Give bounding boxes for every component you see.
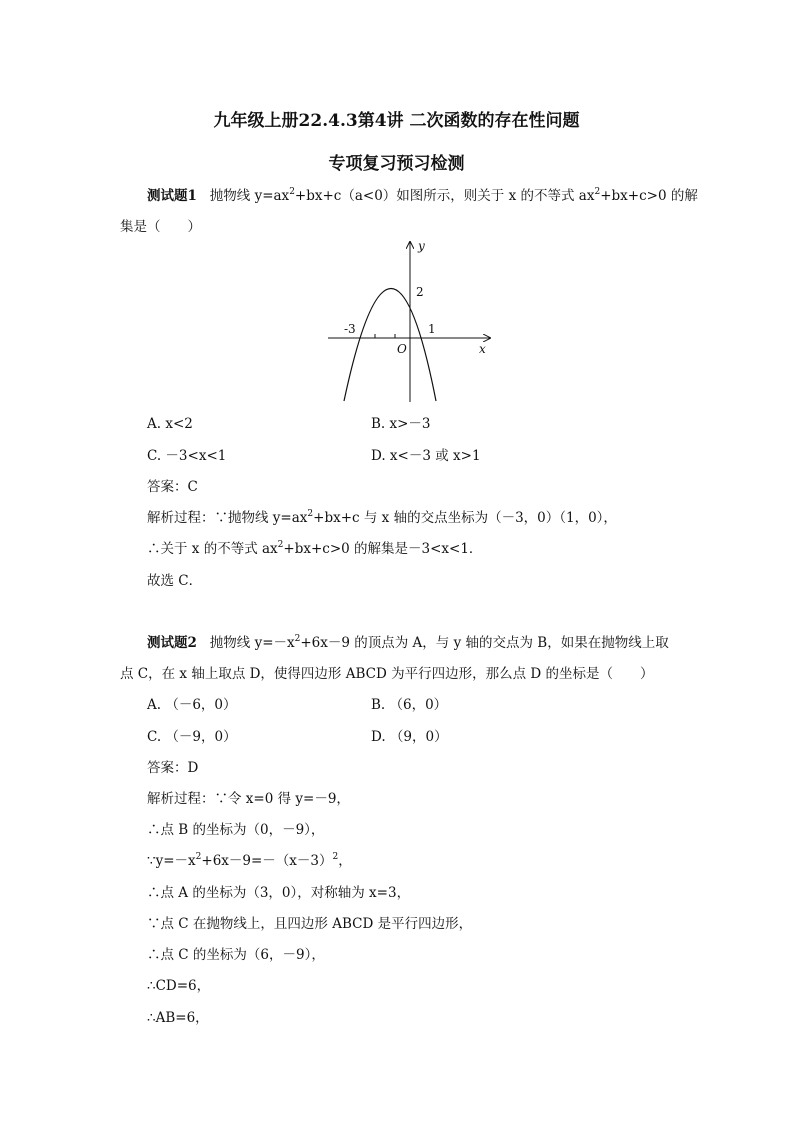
q2-explanation-1: 解析过程：∵令 x=0 得 y=－9，: [147, 791, 350, 807]
sup: 2: [594, 187, 601, 197]
q2-option-c: C. （－9，0）: [147, 729, 237, 745]
q1-exp1-b: +bx+c 与 x 轴的交点坐标为（－3，0）（1，0），: [313, 510, 617, 526]
q1-explanation-2: [147, 540, 482, 558]
q1-option-a: A. x<2: [147, 416, 193, 432]
label-neg3: -3: [344, 322, 356, 336]
label-1: 1: [428, 322, 436, 336]
sup: 2: [289, 187, 295, 197]
q1-stem-line2: 集是（ ）: [120, 219, 201, 235]
q2-option-d: D. （9，0）: [371, 729, 448, 745]
q2-explanation-4: ∴点 A 的坐标为（3，0），对称轴为 x=3，: [147, 885, 411, 901]
q2-exp3-a: ∵y=－x: [147, 853, 196, 869]
q2-stem-line1: [147, 634, 669, 652]
q2-option-a: A. （－6，0）: [147, 697, 237, 713]
q2-label: 测试题2: [147, 635, 197, 651]
q1-stem-b: +bx+c（a<0）如图所示，则关于 x 的不等式 ax: [294, 188, 595, 204]
sup: 2: [332, 852, 339, 862]
sup: 2: [294, 634, 301, 644]
q2-explanation-7: ∴CD=6，: [147, 978, 211, 994]
q1-exp2-b: +bx+c>0 的解集是－3<x<1．: [283, 541, 483, 557]
page-subtitle: 专项复习预习检测: [328, 154, 465, 174]
q2-explanation-6: ∴点 C 的坐标为（6，－9），: [147, 947, 325, 963]
parabola-curve: [344, 289, 436, 402]
q1-exp1-a: 解析过程：∵抛物线 y=ax: [147, 510, 308, 526]
q1-explanation-1: [147, 509, 617, 527]
origin-label: O: [397, 342, 407, 356]
page-title: 九年级上册22.4.3第4讲 二次函数的存在性问题: [213, 111, 580, 131]
q2-explanation-5: ∵点 C 在抛物线上，且四边形 ABCD 是平行四边形，: [147, 916, 473, 932]
q1-answer: 答案：C: [147, 479, 198, 495]
q2-explanation-8: ∴AB=6，: [147, 1010, 209, 1026]
q1-option-c: C. －3<x<1: [147, 448, 227, 464]
q1-option-d: D. x<－3 或 x>1: [371, 448, 481, 464]
q2-exp3-b: +6x－9=－（x－3）: [201, 853, 333, 869]
sup: 2: [277, 540, 284, 550]
x-axis-label: x: [479, 342, 486, 356]
sup: 2: [307, 509, 314, 519]
q1-option-b: B. x>－3: [371, 416, 431, 432]
q2-stem-line2: 点 C，在 x 轴上取点 D，使得四边形 ABCD 为平行四边形，那么点 D 的坐标是（ ）: [120, 666, 654, 682]
q1-exp2-a: ∴关于 x 的不等式 ax: [147, 541, 278, 557]
q1-explanation-3: 故选 C．: [147, 573, 203, 589]
q2-option-b: B. （6，0）: [371, 697, 448, 713]
q1-stem-c: +bx+c>0 的解: [600, 188, 698, 204]
q2-stem-a: 抛物线 y=－x: [209, 635, 295, 651]
q2-answer: 答案：D: [147, 760, 199, 776]
q2-explanation-2: ∴点 B 的坐标为（0，－9），: [147, 822, 325, 838]
q2-stem-b: +6x－9 的顶点为 A，与 y 轴的交点为 B，如果在抛物线上取: [300, 635, 669, 651]
q1-label: 测试题1: [147, 188, 197, 204]
q1-stem-a: 抛物线 y=ax: [209, 188, 290, 204]
q1-stem-line1: [147, 187, 698, 205]
q2-exp3-c: ，: [338, 853, 352, 869]
parabola-graph: [322, 236, 497, 406]
q2-explanation-3: [147, 852, 352, 870]
y-axis-label: y: [418, 239, 425, 253]
label-2: 2: [416, 285, 424, 299]
sup: 2: [195, 852, 202, 862]
